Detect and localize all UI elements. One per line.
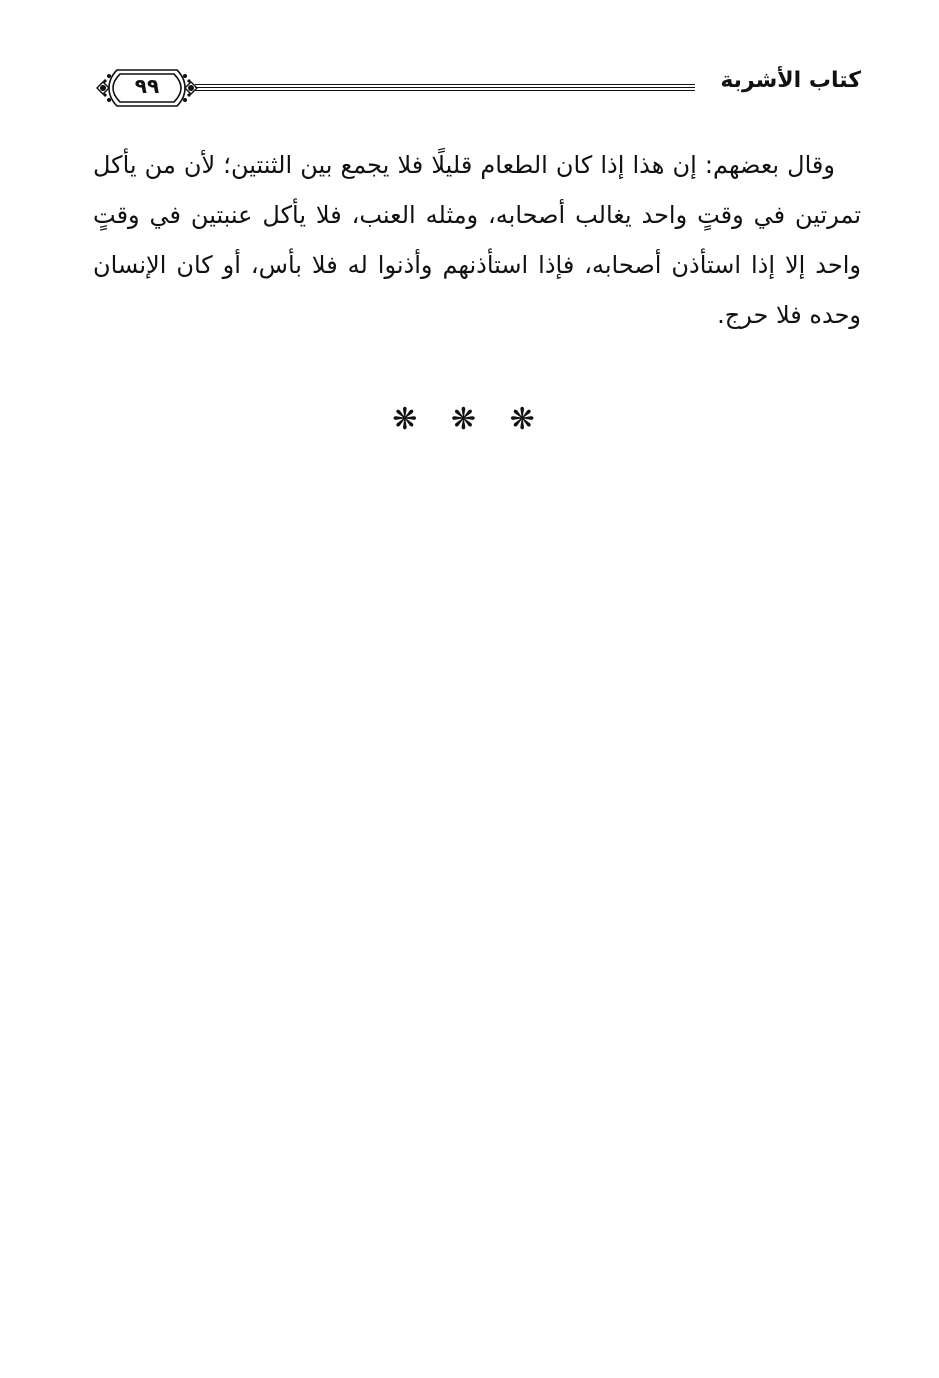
page-number: ٩٩: [134, 74, 160, 98]
book-title: كتاب الأشربة: [720, 68, 861, 93]
page-number-ornament: [95, 64, 199, 112]
body-text: [93, 140, 861, 340]
page-header: [95, 64, 865, 112]
paragraph: وقال بعضهم: إن هذا إذا كان الطعام قليلًا فلا يجمع بين الثنتين؛ لأن من يأكل تمرتين في وقتٍ واحد يغالب أصحابه، ومثله العنب، فلا يأكل عنبتين في وقتٍ واحد إلا إذا استأذن أصحابه، فإذا استأذنهم وأذنوا له فلا بأس، أو كان الإنسان وحده فلا حرج.: [93, 151, 861, 329]
section-separator-icon: ❋ ❋ ❋: [392, 402, 547, 437]
header-rule: [195, 84, 695, 91]
